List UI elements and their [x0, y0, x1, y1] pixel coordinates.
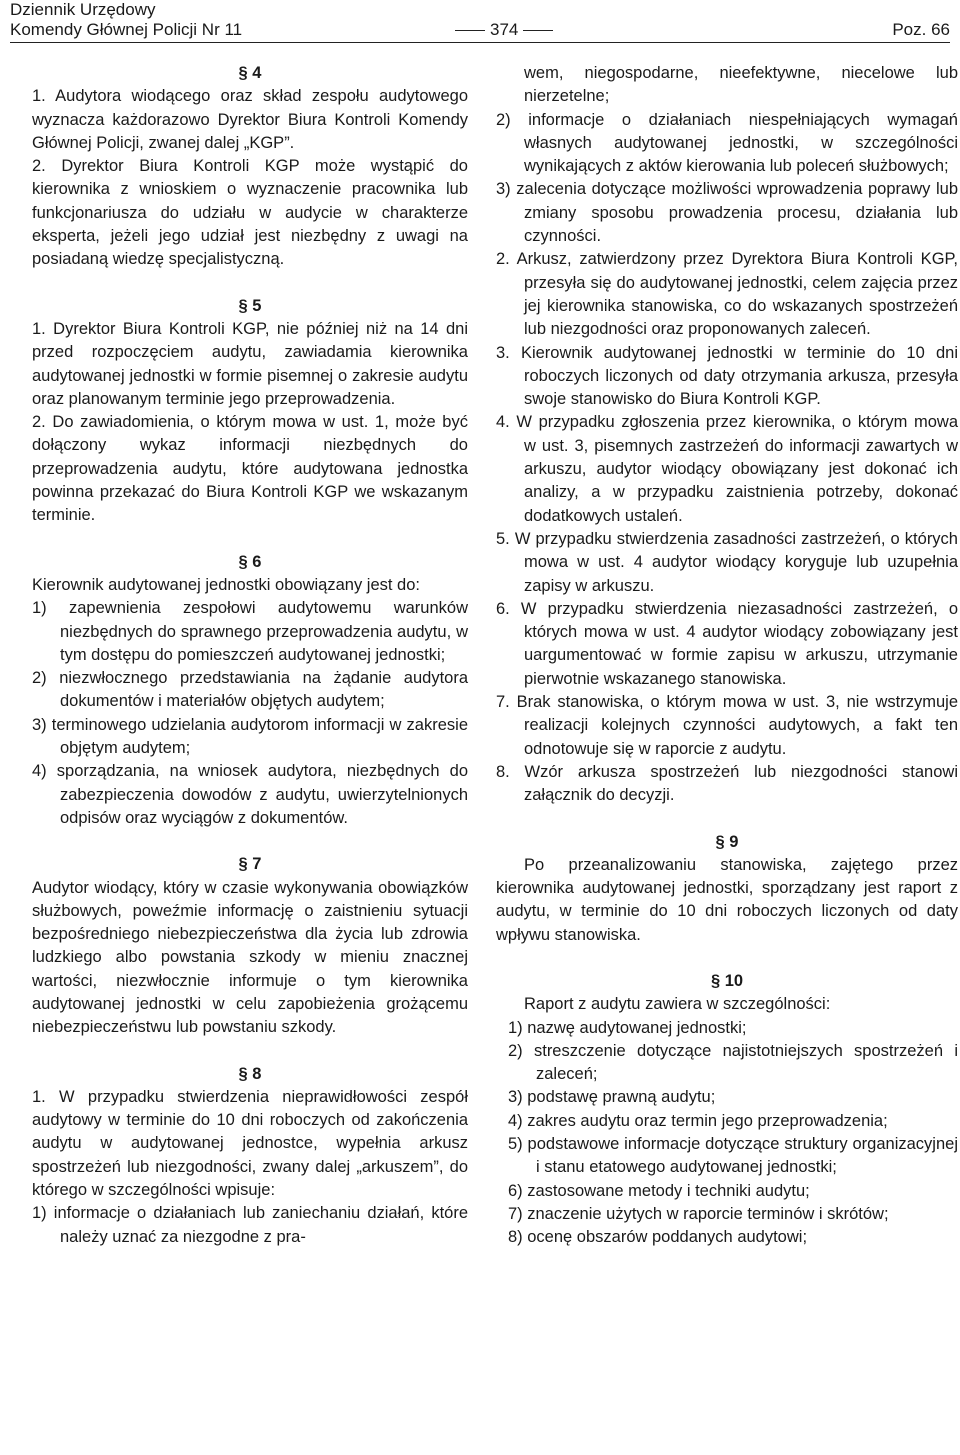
- page-number: 374: [490, 20, 519, 39]
- dash-right: [523, 30, 553, 31]
- section-8-item-2: 2) informacje o działaniach niespełniających wymagań własnych audytowanej jednostki, w szczególności wynikających z aktów kierowania lub poleceń służbowych;: [496, 110, 958, 176]
- section-8-para-5: 5. W przypadku stwierdzenia zasadności zastrzeżeń, o których mowa w ust. 4 audytor wiodący koryguje lub uzupełnia zapisy w arkuszu.: [496, 529, 958, 595]
- section-10-heading: § 10: [710, 971, 744, 990]
- right-column: [496, 62, 958, 1250]
- position-number: Poz. 66: [892, 20, 950, 39]
- section-7-text: Audytor wiodący, który w czasie wykonywania obowiązków służbowych, poweźmie informację o zaistnieniu sytuacji bezpośredniego niebezpieczeństwa dla życia lub zdrowia ludzkiego albo powstania szkody w mieniu znacznej wartości, niezwłocznie informuje o tym kierownika audytowanej jednostki w celu zapobieżenia grożącemu niebezpieczeństwu lub powstaniu szkody.: [32, 878, 468, 1037]
- section-10-item-5: 5) podstawowe informacje dotyczące struktury organizacyjnej i stanu etatowego audytowanej jednostki;: [508, 1135, 958, 1177]
- header-left: [10, 0, 242, 40]
- section-10-intro: Raport z audytu zawiera w szczególności:: [524, 995, 831, 1014]
- page-number-block: [450, 20, 558, 40]
- section-10-item-8: 8) ocenę obszarów poddanych audytowi;: [508, 1228, 808, 1247]
- section-8-para-1: 1. W przypadku stwierdzenia nieprawidłowości zespół audytowy w terminie do 10 dni roboczych od zakończenia audytu w audytowanej jednostce, wypełnia arkusz spostrzeżeń lub niezgodności, zwany dalej „arkuszem”, do którego w szczególności wpisuje:: [32, 1087, 468, 1200]
- section-10-item-3: 3) podstawę prawną audytu;: [508, 1088, 716, 1107]
- section-5-heading: § 5: [238, 296, 262, 315]
- section-10-item-4: 4) zakres audytu oraz termin jego przeprowadzenia;: [508, 1111, 888, 1130]
- section-8-para-8: 8. Wzór arkusza spostrzeżeń lub niezgodności stanowi załącznik do decyzji.: [496, 762, 958, 805]
- section-9-text: Po przeanalizowaniu stanowiska, zajętego przez kierownika audytowanej jednostki, sporządzany jest raport z audytu, w terminie do 10 dni roboczych liczonych od daty wpływu stanowiska.: [496, 855, 958, 944]
- section-7-heading: § 7: [238, 855, 262, 874]
- section-8-para-4: 4. W przypadku zgłoszenia przez kierownika, o którym mowa w ust. 3, pisemnych zastrzeżeń do informacji zawartych w arkuszu, audytor wiodący obowiązany jest dokonać ich analizy, a w przypadku zaistnienia potrzeby, dokonać dodatkowych ustaleń.: [496, 413, 958, 525]
- page-header: [10, 0, 950, 43]
- section-6-item-4: 4) sporządzania, na wniosek audytora, niezbędnych do zabezpieczenia dowodów z audytu, uwierzytelnionych odpisów oraz wyciągów z dokumentów.: [32, 762, 468, 827]
- section-8-heading: § 8: [238, 1064, 262, 1083]
- section-6-item-3: 3) terminowego udzielania audytorom informacji w zakresie objętym audytem;: [32, 715, 468, 758]
- journal-title: Dziennik Urzędowy: [10, 0, 156, 19]
- section-8-item-1: 1) informacje o działaniach lub zaniechaniu działań, które należy uznać za niezgodne z pra-: [32, 1204, 468, 1246]
- section-10-item-1: 1) nazwę audytowanej jednostki;: [508, 1018, 747, 1037]
- section-6-item-2: 2) niezwłocznego przedstawiania na żądanie audytora dokumentów i materiałów objętych audytem;: [32, 669, 468, 711]
- section-4-para-2: 2. Dyrektor Biura Kontroli KGP może wystąpić do kierownika z wnioskiem o wyznaczenie pracownika lub funkcjonariusza do udziału w audycie w charakterze eksperta, jeżeli jego udział jest niezbędny z uwagi na posiadaną wiedzę specjalistyczną.: [32, 157, 468, 269]
- section-5-para-1: 1. Dyrektor Biura Kontroli KGP, nie później niż na 14 dni przed rozpoczęciem audytu, zawiadamia kierownika audytowanej jednostki w formie pisemnej o zakresie audytu oraz planowanym terminie jego przeprowadzenia.: [32, 319, 468, 408]
- section-9-heading: § 9: [715, 832, 739, 851]
- section-6-heading: § 6: [238, 552, 262, 571]
- section-10-item-2: 2) streszczenie dotyczące najistotniejszych spostrzeżeń i zaleceń;: [508, 1041, 958, 1084]
- issuer-name: Komendy Głównej Policji Nr 11: [10, 20, 243, 39]
- section-8-para-7: 7. Brak stanowiska, o którym mowa w ust. 3, nie wstrzymuje realizacji kolejnych czynności audytowych, a fakt ten odnotowuje się w raporcie z audytu.: [496, 693, 958, 758]
- left-column: [32, 62, 468, 1249]
- section-8-item-1-continued: wem, niegospodarne, nieefektywne, niecelowe lub nierzetelne;: [524, 64, 958, 106]
- section-4-heading: § 4: [238, 64, 262, 82]
- section-6-intro: Kierownik audytowanej jednostki obowiązany jest do:: [32, 575, 420, 594]
- section-6-item-1: 1) zapewnienia zespołowi audytowemu warunków niezbędnych do sprawnego przeprowadzenia audytu, w tym dostępu do pomieszczeń audytowanej jednostki;: [32, 599, 468, 664]
- section-8-para-6: 6. W przypadku stwierdzenia niezasadności zastrzeżeń, o których mowa w ust. 4 audytor wiodący zobowiązany jest uargumentować w formie zapisu w arkuszu, utrzymanie pierwotnie wskazanego stanowiska.: [496, 599, 958, 688]
- dash-left: [455, 30, 485, 31]
- section-10-item-6: 6) zastosowane metody i techniki audytu;: [508, 1181, 810, 1200]
- section-5-para-2: 2. Do zawiadomienia, o którym mowa w ust. 1, może być dołączony wykaz informacji niezbędnych do przeprowadzenia audytu, które audytowana jednostka powinna przekazać do Biura Kontroli KGP we wskazanym terminie.: [32, 413, 468, 525]
- section-8-para-3: 3. Kierownik audytowanej jednostki w terminie do 10 dni roboczych liczonych od daty otrzymania arkusza, przesyła swoje stanowisko do Biura Kontroli KGP.: [496, 343, 958, 409]
- section-10-item-7: 7) znaczenie użytych w raporcie terminów i skrótów;: [508, 1204, 889, 1223]
- section-8-para-2: 2. Arkusz, zatwierdzony przez Dyrektora Biura Kontroli KGP, przesyła się do audytowanej jednostki, celem zajęcia przez jej kierownika stanowiska, co do wskazanych spostrzeżeń lub niezgodności oraz proponowanych zaleceń.: [496, 250, 958, 339]
- section-8-item-3: 3) zalecenia dotyczące możliwości wprowadzenia poprawy lub zmiany sposobu prowadzenia procesu, działania lub czynności.: [496, 180, 958, 246]
- section-4-para-1: 1. Audytora wiodącego oraz skład zespołu audytowego wyznacza każdorazowo Dyrektor Biura Kontroli Komendy Głównej Policji, zwanej dalej „KGP”.: [32, 87, 468, 152]
